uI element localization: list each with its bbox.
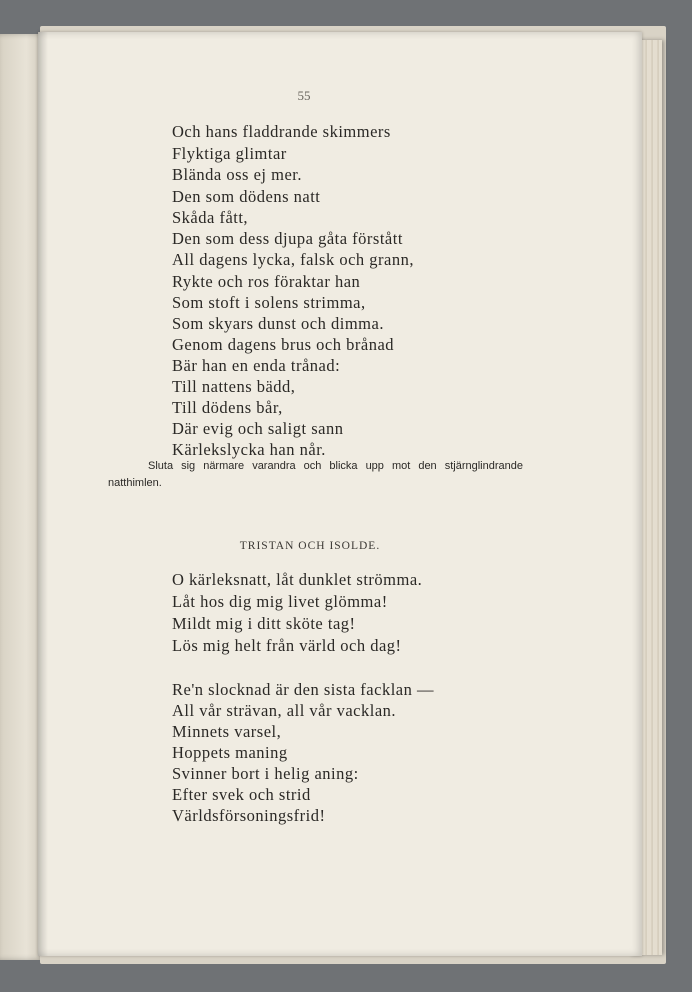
poem-line: Där evig och saligt sann — [172, 419, 344, 438]
poem-line: Låt hos dig mig livet glömma! — [172, 592, 388, 611]
poem-line: Kärlekslycka han når. — [172, 440, 326, 459]
poem-line: Hoppets maning — [172, 743, 288, 762]
poem-line: Blända oss ej mer. — [172, 165, 302, 184]
poem-line: Till nattens bädd, — [172, 377, 296, 396]
poem-line: Rykte och ros föraktar han — [172, 272, 361, 291]
poem-line: Minnets varsel, — [172, 722, 282, 741]
poem-line: Lös mig helt från värld och dag! — [172, 636, 402, 655]
poem-line: Den som dess djupa gåta förstått — [172, 229, 403, 248]
poem-line: Svinner bort i helig aning: — [172, 764, 359, 783]
page-number: 55 — [297, 88, 311, 103]
poem-line: Efter svek och strid — [172, 785, 311, 804]
book-page — [38, 32, 642, 956]
poem-line: Skåda fått, — [172, 208, 249, 227]
poem-line: Världsförsoningsfrid! — [172, 806, 326, 825]
poem-line: Till dödens bår, — [172, 398, 283, 417]
poem-line: Som skyars dunst och dimma. — [172, 314, 384, 333]
poem-line: O kärleksnatt, låt dunklet strömma. — [172, 570, 423, 589]
poem-line: Och hans fladdrande skimmers — [172, 122, 391, 141]
poem-line: Den som dödens natt — [172, 187, 321, 206]
stage-direction: Sluta sig närmare varandra och blicka upp mot den stjärnglindrande natthimlen. — [108, 460, 523, 489]
poem-line: Genom dagens brus och brånad — [172, 335, 395, 354]
poem-line: Som stoft i solens strimma, — [172, 293, 366, 312]
poem-line: All dagens lycka, falsk och grann, — [172, 250, 414, 269]
poem-line: All vår strävan, all vår vacklan. — [172, 701, 397, 720]
poem-line: Flyktiga glimtar — [172, 144, 287, 163]
poem-line: Bär han en enda trånad: — [172, 356, 341, 375]
poem-line: Mildt mig i ditt sköte tag! — [172, 614, 356, 633]
poem-line: Re'n slocknad är den sista facklan — — [172, 680, 434, 699]
section-title: TRISTAN OCH ISOLDE. — [239, 540, 381, 552]
page-gutter-shadow — [38, 32, 48, 956]
